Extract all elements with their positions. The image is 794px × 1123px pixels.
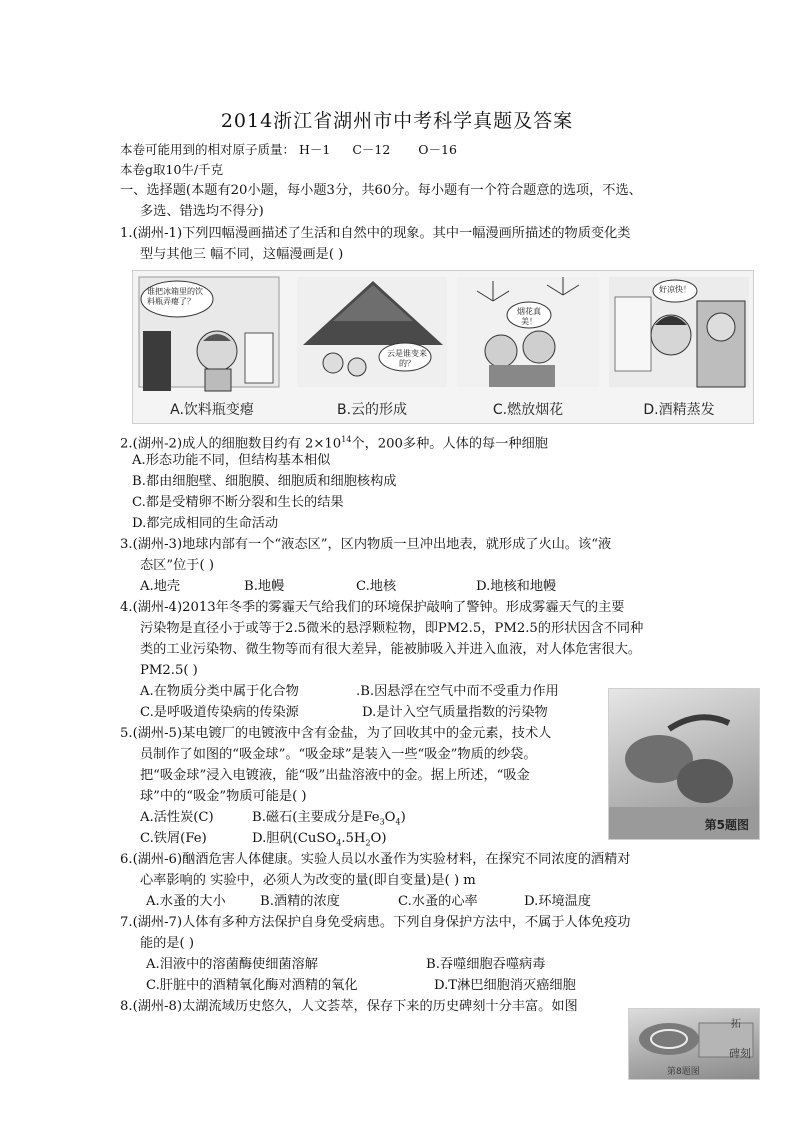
q5-d-sub1: 4 [336, 838, 342, 848]
atomic-mass-line [120, 140, 457, 160]
q7-stem-line2: 能的是( ) [140, 936, 195, 951]
q6-option-c: C.水蚤的心率 [398, 894, 478, 909]
section-heading-cont: 多选、错选均不得分) [140, 204, 264, 219]
comic-panel-c [453, 271, 603, 423]
q7-stem-line1: 7.(湖州-7)人体有多种方法保护自身免受病患。下列自身保护方法中，不属于人体免疫功 [120, 915, 631, 930]
q4-stem-line3: 类的工业污染物、微生物等而有很大差异，能被肺吸入并进入血液，对人体危害很大。 [140, 642, 642, 657]
q4-stem-line2: 污染物是直径小于或等于2.5微米的悬浮颗粒物，即PM2.5，PM2.5的形状因含不同种 [140, 621, 644, 636]
q7-option-b: B.吞噬细胞吞噬病毒 [426, 957, 546, 972]
comic-panel-a [133, 271, 291, 423]
q6-option-b: B.酒精的浓度 [260, 894, 340, 909]
q5-d-mid: .5H [341, 831, 366, 846]
atomic-mass-c: C－12 [352, 142, 391, 157]
q5-b-sub1: 3 [379, 817, 385, 827]
q8-figure-photo [628, 1008, 760, 1080]
q4-option-b: .B.因悬浮在空气中而不受重力作用 [356, 684, 559, 699]
q3-stem-line1: 3.(湖州-3)地球内部有一个“液态区”，区内物质一旦冲出地表，就形成了火山。该“液 [120, 537, 612, 552]
q1-stem-line1: 1.(湖州-1)下列四幅漫画描述了生活和自然中的现象。其中一幅漫画所描述的物质变化类 [120, 226, 631, 241]
q5-stem-line4: 球”中的“吸金”物质可能是( ) [140, 789, 307, 804]
panel-a-bubble: 谁把冰箱里的饮料瓶弄瘪了？ [147, 287, 203, 306]
q5-stem-line1: 5.(湖州-5)某电镀厂的电镀液中含有金盐，为了回收其中的金元素，技术人 [120, 726, 552, 741]
section-heading: 一、选择题(本题有20小题，每小题3分，共60分。每小题有一个符合题意的选项，不选、 [120, 183, 642, 198]
q2-option-c: C.都是受精卵不断分裂和生长的结果 [132, 495, 344, 510]
panel-c-caption: C.燃放烟花 [492, 402, 564, 418]
q2-option-a: A.形态功能不同，但结构基本相似 [132, 453, 331, 468]
q5-b-mid: O [384, 810, 396, 825]
q5-b-pre: B.磁石(主要成分是Fe [252, 810, 380, 825]
q3-stem-line2: 态区”位于( ) [140, 558, 214, 573]
q5-figure-caption: 第5题图 [704, 818, 749, 832]
q3-option-d: D.地核和地幔 [476, 579, 557, 594]
panel-d-bubble: 好凉快！ [659, 285, 691, 294]
q5-d-pre: D.胆矾(CuSO [252, 831, 337, 846]
q6-stem-line2: 心率影响的 实验中，必须人为改变的量(即自变量)是( ) m [140, 873, 476, 888]
panel-b-caption: B.云的形成 [336, 402, 408, 418]
q2-stem-pre: 2.(湖州-2)成人的细胞数目约有 2×10 [120, 436, 342, 452]
q5-figure-photo [608, 688, 760, 840]
q5-stem-line3: 把“吸金球”浸入电镀液，能“吸”出盐溶液中的金。据上所述，“吸金 [140, 768, 530, 783]
q5-d-sub2: 2 [365, 838, 371, 848]
q1-stem-line2: 型与其他三 幅不同，这幅漫画是( ) [140, 247, 344, 262]
q2-option-d: D.都完成相同的生命活动 [132, 516, 279, 531]
q8-figure-label: 碑刻 [729, 1047, 751, 1060]
q7-option-c: C.肝脏中的酒精氧化酶对酒精的氧化 [146, 978, 358, 993]
atomic-mass-label: 本卷可能用到的相对原子质量： [120, 142, 296, 157]
comic-panel-b [293, 271, 451, 423]
q3-option-b: B.地幔 [244, 579, 285, 594]
q8-figure-caption: 第8题图 [667, 1067, 700, 1077]
q5-option-a: A.活性炭(C) [140, 810, 214, 825]
g-value-line: 本卷g取10牛/千克 [120, 162, 224, 177]
q4-option-c: C.是呼吸道传染病的传染源 [140, 705, 299, 720]
q5-stem-line2: 员制作了如图的“吸金球”。“吸金球”是装入一些“吸金”物质的纱袋。 [140, 747, 537, 762]
q5-d-post: O) [370, 831, 387, 846]
q7-option-d: D.T淋巴细胞消灭癌细胞 [434, 978, 576, 993]
q4-stem-line1: 4.(湖州-4)2013年冬季的雾霾天气给我们的环境保护敲响了警钟。形成雾霾天气的主要 [120, 600, 625, 615]
panel-b-bubble: 云是谁变来的？ [387, 349, 427, 368]
panel-c-bubble: 烟花真美！ [517, 307, 541, 326]
q5-b-post: ) [400, 810, 406, 825]
atomic-mass-o: O－16 [418, 142, 457, 157]
atomic-mass-h: H－1 [299, 142, 331, 157]
q8-stem-line1: 8.(湖州-8)太湖流域历史悠久，人文荟萃，保存下来的历史碑刻十分丰富。如图 [120, 999, 578, 1014]
q8-figure-label2: 拓 [731, 1019, 741, 1030]
q4-stem-line4: PM2.5( ) [140, 663, 198, 678]
q4-option-d: D.是计入空气质量指数的污染物 [362, 705, 548, 720]
q2-stem-post: 个，200多种。人体的每一种细胞 [351, 436, 548, 452]
panel-d-caption: D.酒精蒸发 [643, 402, 715, 418]
q5-option-c: C.铁屑(Fe) [140, 831, 207, 846]
page-title: 2014浙江省湖州市中考科学真题及答案 [220, 110, 574, 132]
q1-comic-strip [132, 270, 754, 424]
q7-option-a: A.泪液中的溶菌酶使细菌溶解 [146, 957, 318, 972]
q5-b-sub2: 4 [395, 817, 401, 827]
panel-a-caption: A.饮料瓶变瘪 [170, 402, 254, 418]
q3-option-c: C.地核 [356, 579, 397, 594]
comic-panel-d [605, 271, 753, 423]
q3-option-a: A.地壳 [140, 579, 181, 594]
q2-option-b: B.都由细胞壁、细胞膜、细胞质和细胞核构成 [132, 474, 397, 489]
q6-option-a: A.水蚤的大小 [146, 894, 226, 909]
q2-stem-exponent: 14 [341, 435, 352, 444]
q6-stem-line1: 6.(湖州-6)酗酒危害人体健康。实验人员以水蚤作为实验材料，在探究不同浓度的酒精对 [120, 852, 631, 867]
q6-option-d: D.环境温度 [524, 894, 592, 909]
q4-option-a: A.在物质分类中属于化合物 [140, 684, 299, 699]
